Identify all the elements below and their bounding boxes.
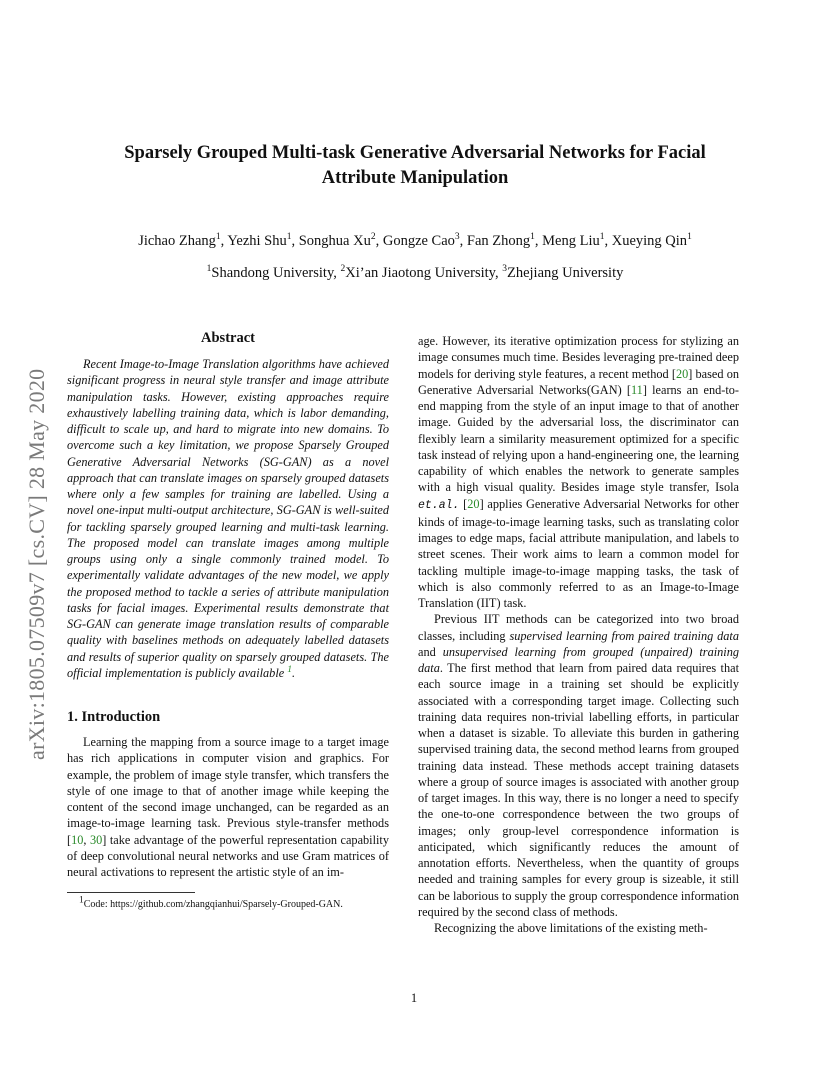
body-text: ] based on Generative Adversarial Networks(GAN) [: [418, 366, 739, 397]
section-heading-introduction: 1. Introduction: [67, 709, 161, 725]
affiliation-mark: 1: [206, 264, 212, 275]
author: Jichao Zhang: [138, 233, 216, 249]
affiliation: Shandong University: [211, 265, 334, 281]
author: Xueying Qin: [611, 233, 688, 249]
page-number: 1: [410, 991, 418, 1005]
citation-link[interactable]: 20: [675, 366, 689, 381]
footnote-divider: [67, 892, 195, 893]
body-text: [: [459, 496, 468, 511]
author-affiliation-mark: 1: [215, 232, 221, 243]
citation-link[interactable]: 10: [71, 832, 84, 847]
abstract-footnote-link[interactable]: 1: [287, 664, 293, 675]
author-affiliation-mark: 1: [599, 232, 605, 243]
intro-text: Learning the mapping from a source image to a target image has rich applications in computer vision and graphics. For example, the problem of image style transfer, which transfers the style of one image to that of another image while keeping the content of the second image unchanged, can be regarded as an image-to-image learning task. Previous style-transfer methods [: [67, 735, 389, 847]
citation-link[interactable]: 30: [89, 832, 103, 847]
author-affiliation-mark: 3: [454, 232, 460, 243]
author: Yezhi Shu: [227, 233, 287, 249]
body-text: ] applies Generative Adversarial Networks for other kinds of image-to-image learning tasks, such as translating color images to edge maps, facial attribute manipulation, and labels to street scenes. Their work aims to learn a common model for tackling multiple image-to-image mapping tasks, the task of which is also commonly referred to as an Image-to-Image Translation (IIT) task.: [418, 496, 739, 610]
right-column: [418, 333, 739, 936]
affiliation: Xi’an Jiaotong University: [345, 265, 495, 281]
abstract-heading: Abstract: [201, 330, 255, 346]
abstract-text: [67, 356, 389, 681]
author-affiliation-mark: 2: [370, 232, 376, 243]
author: Fan Zhong: [466, 233, 531, 249]
author-affiliation-mark: 1: [530, 232, 535, 243]
body-paragraph: [418, 333, 739, 611]
arxiv-identifier: arXiv:1805.07509v7 [cs.CV] 28 May 2020: [24, 368, 49, 760]
citation-link[interactable]: 20: [467, 496, 480, 511]
author: Songhua Xu: [298, 233, 371, 249]
intro-text: ,: [83, 832, 90, 847]
author-affiliation-mark: 1: [687, 232, 692, 243]
abstract-end: .: [292, 665, 296, 680]
body-paragraph: Recognizing the above limitations of the existing meth-: [434, 921, 708, 935]
emphasized-text: supervised learning from paired training data: [509, 628, 740, 643]
paper-title: [70, 141, 760, 191]
body-paragraph: [418, 611, 739, 920]
affiliation-mark: 2: [340, 264, 346, 275]
author: Gongze Cao: [382, 233, 455, 249]
emphasized-text: unsupervised learning from grouped (unpaired) training data: [418, 644, 739, 675]
abstract-body-text: Recent Image-to-Image Translation algorithms have achieved significant progress in neural style transfer and image attribute manipulation tasks. However, existing approaches require exhaustively labelling training data, which is labor demanding, difficult to scale up, and hard to migrate into new domains. To overcome such a key limitation, we propose Sparsely Grouped Generative Adversarial Networks (SG-GAN) as a novel approach that can translate images on sparsely grouped datasets where only a few samples for training are labelled. Using a novel one-input multi-output architecture, SG-GAN is well-suited for tackling sparsely grouped learning and multi-task learning. The proposed model can translate images among multiple groups using only a single commonly trained model. To experimentally validate advantages of the new model, we apply the proposed method to tackle a series of attribute manipulation tasks for facial images. Experimental results demonstrate that SG-GAN can generate image translation results of comparable quality with baselines methods on adequately labelled datasets and results of superior quality on sparsely grouped datasets. The official implementation is publicly available: [67, 357, 389, 680]
author: Meng Liu: [542, 233, 600, 249]
affiliation-list: $^1$Shandong University, $^2$Xi’an Jiaotong University, $^3$Zhejiang University: [206, 264, 624, 281]
body-text: Previous IIT methods can be categorized into two broad classes, including: [418, 612, 739, 643]
intro-text: ] take advantage of the powerful representation capability of deep convolutional neural networks and use Gram matrices of neural activations to represent the artistic style of an im-: [67, 832, 389, 879]
title-line-1: Sparsely Grouped Multi-task Generative Adversarial Networks for Facial: [124, 143, 706, 163]
footnote-text: Code: https://github.com/zhangqianhui/Sparsely-Grouped-GAN.: [83, 899, 343, 911]
body-text: and: [418, 644, 443, 659]
et-al-text: et.al.: [418, 498, 460, 512]
body-text: ] learns an end-to-end mapping from the style of an input image to that of another image. Guided by the adversarial loss, the discriminator can flexibly learn a similarity measurement optimized for a specific task instead of relying upon a hand-engineering one, the learning capability of which enables the network to generate samples with a high visual quality. Besides image style transfer, Isola: [418, 382, 739, 495]
left-column: [67, 330, 389, 911]
affiliation: Zhejiang University: [506, 265, 624, 281]
body-text: age. However, its iterative optimization process for stylizing an image consumes much time. Besides leveraging pre-trained deep models for deriving style features, a recent method [: [418, 334, 739, 381]
affiliation-mark: 3: [502, 264, 507, 275]
citation-link[interactable]: 11: [630, 382, 643, 397]
body-text: . The first method that learn from paired data requires that each source image in a training set should be explicitly associated with a corresponding target image. Collecting such training data requires non-trivial labelling efforts, in particular when a dataset is sizable. To alleviate this burden in gathering supervised training data, the second method learns from grouped training data instead. These methods accept training datasets where a group of source images is associated with another group of target images. In this way, there is no longer a need to specify the one-to-one correspondence between the two groups of images; only group-level correspondence information is anticipated, which significantly reduces the amount of annotation efforts. Nevertheless, when the quantity of groups needed and training samples for every group is sizeable, it still can be laborious to supply the group correspondence information required by the second class of methods.: [418, 661, 739, 919]
author-list: Jichao Zhang$^1$, Yezhi Shu$^1$, Songhua Xu$^2$, Gongze Cao$^3$, Fan Zhong$^1$, Meng Liu$^1$, Xueying Qin$^1$: [138, 232, 692, 249]
intro-paragraph: [67, 734, 389, 880]
author-affiliation-mark: 1: [286, 232, 292, 243]
footnote: [67, 895, 389, 911]
title-line-2: Attribute Manipulation: [321, 168, 509, 188]
footnote-mark: 1: [79, 895, 84, 906]
